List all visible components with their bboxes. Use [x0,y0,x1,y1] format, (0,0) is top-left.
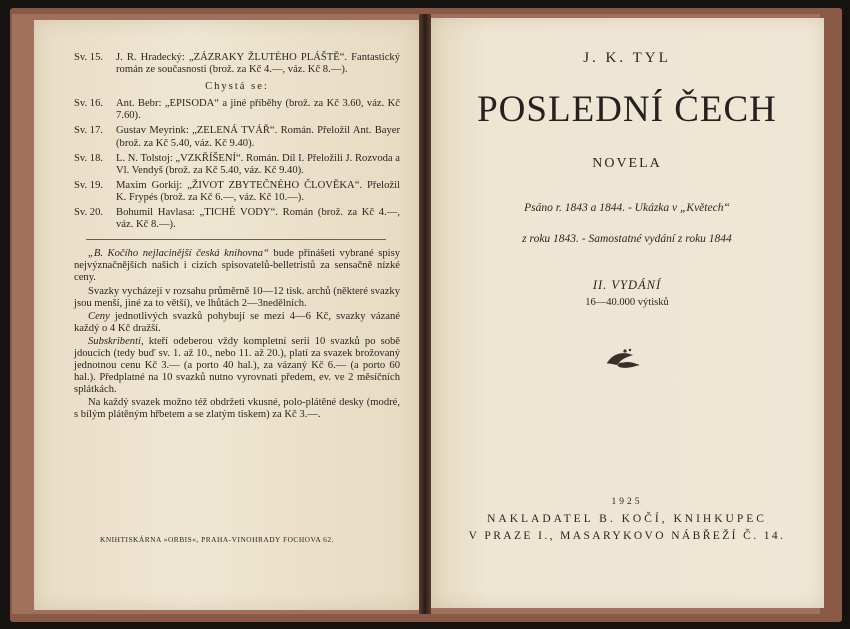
book-title: POSLEDNÍ ČECH [477,89,777,130]
author-name: J. K. TYL [583,50,671,66]
publication-year: 1925 [611,497,643,507]
volume-description: Gustav Meyrink: „ZELENÁ TVÁŘ“. Román. Přeložil Ant. Bayer (brož. za Kč 5.40, váz. Kč 9.40). [116,125,400,149]
section-heading: Chystá se: [205,81,269,93]
prices-label: Ceny [88,310,110,322]
paragraph-text: jednotlivých svazků pohybují se mezi 4—6 Kč, svazky vázané každý o 4 Kč dražší. [74,310,400,334]
volume-size-paragraph: Svazky vycházejí v rozsahu průměrně 10—12 tisk. archů (některé svazky jsou menší, jiné za to větší), ve lhůtách 2—3nedělních. [74,285,400,309]
edition-label: II. VYDÁNÍ [592,278,662,292]
volume-number: Sv. 20. [74,207,104,219]
paragraph-text: bude přinášeti vybrané spisy nejvýznačnějších našich i cizích spisovatelů-belletristů za sensačně nízké ceny. [74,248,400,284]
covers-paragraph: Na každý svazek možno též obdržeti vkusné, polo-plátěné desky (modré, s bílým plátěným hřbetem a se zlatým tiskem) za Kč 3.—. [74,397,400,421]
list-item [74,207,400,231]
volume-description: J. R. Hradecký: „ZÁZRAKY ŽLUTÉHO PLÁŠTĚ“. Fantastický román ze současnosti (brož. za Kč 4.—, váz. Kč 8.—). [116,52,400,76]
leaf-ornament-icon [603,345,643,371]
volume-description: L. N. Tolstoj: „VZKŘÍŠENÍ“. Román. Díl I. Přeložili J. Rozvoda a Vl. Vendyš (brož. za Kč 5.40, váz. Kč 9.40). [116,152,400,176]
prices-paragraph [74,311,400,335]
printer-imprint: KNIHTISKÁRNA »ORBIS«, PRAHA-VINOHRADY FOCHOVA 62. [100,535,334,544]
list-item [74,180,400,204]
publication-note-line2: z roku 1843. - Samostatné vydání z roku 1844 [522,233,732,245]
volume-number: Sv. 17. [74,125,104,137]
volume-number: Sv. 19. [74,179,104,191]
list-item [74,52,400,76]
subscribers-paragraph [74,336,400,396]
paragraph-text: kteří odeberou vždy kompletní serii 10 svazků po sobě jdoucích (tedy buď sv. 1. až 10., nebo 11. až 20.), platí za svazek brožovaný jednotnou cenu Kč 3.— (a porto 40 hal.), za vázaný Kč 6.— (a porto 60 hal.). Předplatné na 10 svazků nutno vyrovnati předem, ev. ve 2 měsíčních splátkách. [74,335,400,396]
subscribers-label: Subskribenti, [88,335,144,347]
library-name: „B. Kočího nejlacinější česká knihovna“ [88,248,269,260]
genre-label: NOVELA [592,156,662,171]
list-item [74,153,400,177]
volume-number: Sv. 16. [74,98,104,110]
divider [86,239,386,240]
list-item [74,98,400,122]
left-page-text [74,52,400,423]
library-intro-paragraph [74,248,400,284]
volume-description: Bohumil Havlasa: „TICHÉ VODY“. Román (brož. za Kč 4.—, váz. Kč 8.—). [116,207,400,231]
publisher-line2: V PRAZE I., MASARYKOVO NÁBŘEŽÍ Č. 14. [468,530,786,542]
volume-number: Sv. 15. [74,52,104,63]
list-item [74,125,400,149]
publication-note-line1: Psáno r. 1843 a 1844. - Ukázka v „Květech“ [524,202,730,214]
print-run: 16—40.000 výtisků [585,297,669,308]
volume-number: Sv. 18. [74,152,104,164]
publisher-line1: NAKLADATEL B. KOČÍ, KNIHKUPEC [487,513,767,525]
volume-description: Maxim Gorkij: „ŽIVOT ZBYTEČNÉHO ČLOVĚKA“. Přeložil K. Frypés (brož. za Kč 6.—, váz. Kč 10.—). [116,179,400,203]
volume-description: Ant. Bebr: „EPISODA“ a jiné příběhy (brož. za Kč 3.60, váz. Kč 7.60). [116,98,400,122]
